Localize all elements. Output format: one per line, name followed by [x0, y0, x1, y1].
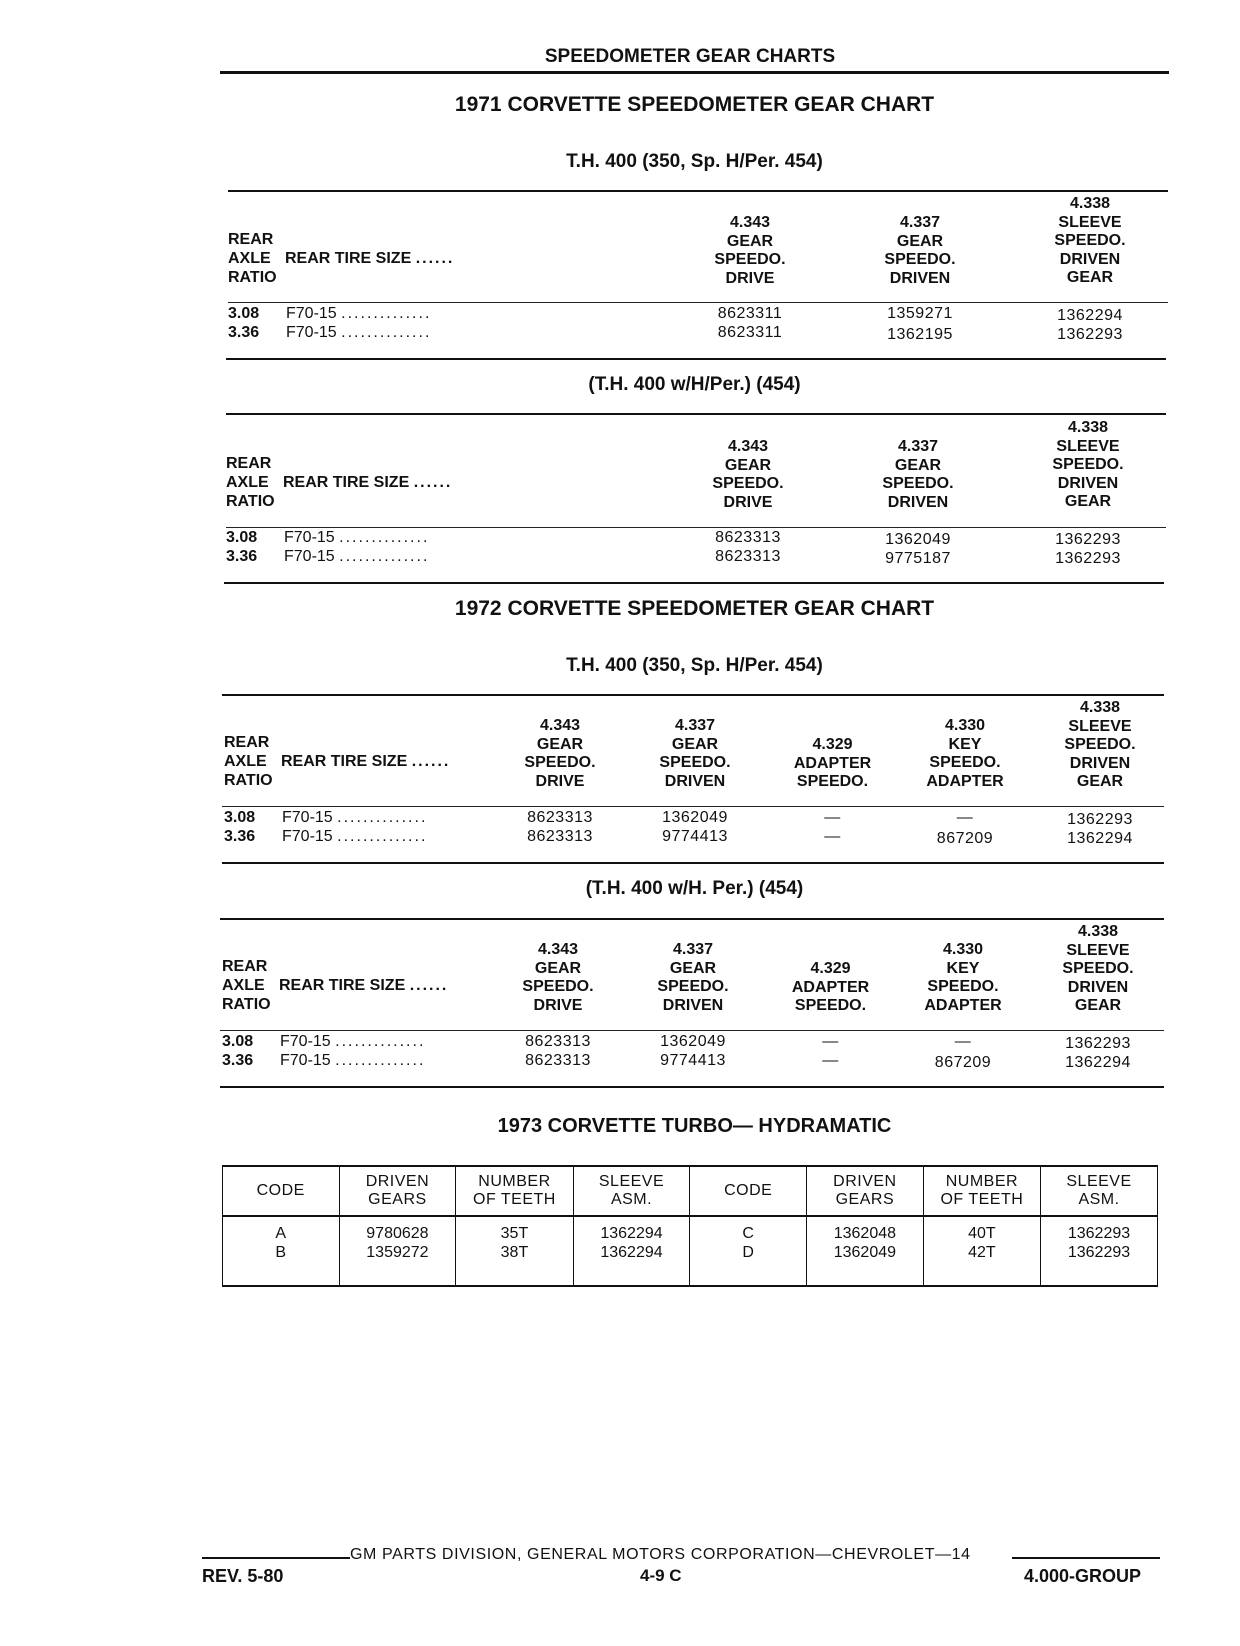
t1971b-r2-v3: 1362293: [1055, 550, 1121, 567]
hydramatic-table: [222, 1165, 1158, 1287]
t1972a-r1-tire: F70-15 ..............: [282, 809, 428, 826]
hyd-col-teeth-1: NUMBER OF TEETH: [456, 1166, 573, 1216]
t1971a-r2-ratio: 3.36: [228, 324, 260, 341]
t1972a-r1-v2: 1362049: [662, 809, 728, 826]
t1972a-r1-ratio: 3.08: [224, 809, 256, 826]
t1972b-r1-v4: —: [954, 1033, 972, 1050]
footer-rule-right: [1012, 1557, 1160, 1559]
t1972b-r2-v3: —: [822, 1052, 839, 1069]
hyd-col-teeth-2: NUMBER OF TEETH: [923, 1166, 1040, 1216]
t1972a-ratio: RATIO: [224, 772, 273, 789]
t1972a-col-driven: 4.337 GEAR SPEEDO. DRIVEN: [659, 717, 731, 790]
t1971b-r1-ratio: 3.08: [226, 529, 258, 546]
t1972b-col-sleeve: 4.338 SLEEVE SPEEDO. DRIVEN GEAR: [1062, 923, 1134, 1014]
t1971a-bottom-rule: [226, 358, 1166, 360]
t1971b-axle: AXLE: [226, 474, 269, 491]
chart-1973-title: 1973 CORVETTE TURBO— HYDRAMATIC: [497, 1115, 892, 1137]
t1972a-rear: REAR: [224, 734, 270, 751]
t1971a-ratio: RATIO: [228, 269, 277, 286]
t1971b-r1-v1: 8623313: [715, 529, 781, 546]
t1972a-col-key: 4.330 KEY SPEEDO. ADAPTER: [926, 717, 1004, 790]
t1971b-r1-v2: 1362049: [885, 531, 951, 548]
t1972b-bottom-rule: [220, 1086, 1164, 1088]
chart-1972-title: 1972 CORVETTE SPEEDOMETER GEAR CHART: [454, 597, 935, 620]
page-header: SPEEDOMETER GEAR CHARTS: [544, 46, 836, 67]
t1971a-col-drive: 4.343 GEAR SPEEDO. DRIVE: [714, 214, 786, 287]
t1972b-tire-header: REAR TIRE SIZE ......: [279, 977, 449, 994]
t1972b-col-drive: 4.343 GEAR SPEEDO. DRIVE: [522, 941, 594, 1014]
t1971b-r2-tire: F70-15 ..............: [284, 548, 430, 565]
t1972a-r1-v4: —: [956, 809, 974, 826]
hyd-cell-driven-2: 1362048 1362049: [806, 1216, 923, 1286]
t1971b-col-driven: 4.337 GEAR SPEEDO. DRIVEN: [882, 438, 954, 511]
t1972a-col-drive: 4.343 GEAR SPEEDO. DRIVE: [524, 717, 596, 790]
t1972b-r1-v1: 8623313: [525, 1033, 591, 1050]
t1972b-r1-v2: 1362049: [660, 1033, 726, 1050]
chart-1971-title: 1971 CORVETTE SPEEDOMETER GEAR CHART: [454, 93, 935, 116]
footer-page-number: 4-9 C: [640, 1566, 682, 1585]
hyd-col-code-2: CODE: [690, 1166, 807, 1216]
t1971b-r1-tire: F70-15 ..............: [284, 529, 430, 546]
t1971b-rear: REAR: [226, 455, 272, 472]
t1971a-rear: REAR: [228, 231, 274, 248]
t1971b-r2-v1: 8623313: [715, 548, 781, 565]
t1971a-r1-v1: 8623311: [717, 305, 783, 322]
t1971a-mid-rule: [228, 302, 1168, 303]
header-rule: [220, 71, 1169, 74]
t1972b-r2-v4: 867209: [934, 1054, 992, 1071]
hyd-col-driven-1: DRIVEN GEARS: [339, 1166, 456, 1216]
t1972a-r1-v3: —: [824, 809, 841, 826]
t1972a-r2-v2: 9774413: [662, 828, 728, 845]
t1971b-top-rule: [226, 413, 1166, 415]
t1972b-col-adapter: 4.329 ADAPTER SPEEDO.: [791, 960, 870, 1014]
t1971a-r1-tire: F70-15 ..............: [286, 305, 432, 322]
t1972a-top-rule: [222, 694, 1164, 696]
t1971a-r2-v2: 1362195: [887, 326, 953, 343]
t1972a-r1-v1: 8623313: [527, 809, 593, 826]
t1971a-r2-v3: 1362293: [1057, 326, 1123, 343]
t1972a-tire-header: REAR TIRE SIZE ......: [281, 753, 451, 770]
t1971a-top-rule: [228, 190, 1168, 192]
hyd-cell-sleeve-1: 1362294 1362294: [573, 1216, 690, 1286]
t1972b-rear: REAR: [222, 958, 268, 975]
t1972b-ratio: RATIO: [222, 996, 271, 1013]
t1971a-r1-v2: 1359271: [887, 305, 953, 322]
t1972b-r2-v1: 8623313: [525, 1052, 591, 1069]
t1971b-r2-ratio: 3.36: [226, 548, 258, 565]
hyd-col-code-1: CODE: [223, 1166, 340, 1216]
t1972a-bottom-rule: [222, 862, 1164, 864]
footer-group: 4.000-GROUP: [1024, 1566, 1142, 1586]
t1972b-col-driven: 4.337 GEAR SPEEDO. DRIVEN: [657, 941, 729, 1014]
t1971b-r2-v2: 9775187: [885, 550, 951, 567]
t1972b-r2-v5: 1362294: [1065, 1054, 1131, 1071]
t1971a-axle: AXLE: [228, 250, 271, 267]
t1972b-top-rule: [220, 918, 1164, 920]
t1971b-col-drive: 4.343 GEAR SPEEDO. DRIVE: [712, 438, 784, 511]
hyd-cell-code-2: C D: [690, 1216, 807, 1286]
t1972a-col-sleeve: 4.338 SLEEVE SPEEDO. DRIVEN GEAR: [1064, 699, 1136, 790]
t1971b-mid-rule: [226, 527, 1166, 528]
hyd-cell-teeth-2: 40T 42T: [923, 1216, 1040, 1286]
t1972a-r2-ratio: 3.36: [224, 828, 256, 845]
t1972b-subtitle: (T.H. 400 w/H. Per.) (454): [585, 878, 804, 899]
hyd-cell-driven-1: 9780628 1359272: [339, 1216, 456, 1286]
hyd-cell-sleeve-2: 1362293 1362293: [1041, 1216, 1158, 1286]
t1971a-r2-tire: F70-15 ..............: [286, 324, 432, 341]
t1972a-r2-v3: —: [824, 828, 841, 845]
t1972b-r1-tire: F70-15 ..............: [280, 1033, 426, 1050]
hyd-col-sleeve-1: SLEEVE ASM.: [573, 1166, 690, 1216]
table-row: [223, 1216, 1158, 1286]
hyd-col-sleeve-2: SLEEVE ASM.: [1041, 1166, 1158, 1216]
t1972b-r1-ratio: 3.08: [222, 1033, 254, 1050]
hyd-cell-code-1: A B: [223, 1216, 340, 1286]
t1972b-r1-v5: 1362293: [1065, 1035, 1131, 1052]
t1971a-r2-v1: 8623311: [717, 324, 783, 341]
t1971a-tire-header: REAR TIRE SIZE ......: [285, 250, 455, 267]
t1971b-tire-header: REAR TIRE SIZE ......: [283, 474, 453, 491]
footer-rev: REV. 5-80: [202, 1566, 284, 1586]
t1971a-r1-v3: 1362294: [1057, 307, 1123, 324]
t1972a-r2-v4: 867209: [936, 830, 994, 847]
footer-rule-left: [202, 1557, 350, 1559]
t1972b-r2-v2: 9774413: [660, 1052, 726, 1069]
t1971a-col-driven: 4.337 GEAR SPEEDO. DRIVEN: [884, 214, 956, 287]
t1971a-subtitle: T.H. 400 (350, Sp. H/Per. 454): [566, 151, 823, 172]
t1972b-axle: AXLE: [222, 977, 265, 994]
t1972a-r1-v5: 1362293: [1067, 811, 1133, 828]
footer-division: GM PARTS DIVISION, GENERAL MOTORS CORPORATION—CHEVROLET—14: [350, 1546, 971, 1563]
t1971a-col-sleeve: 4.338 SLEEVE SPEEDO. DRIVEN GEAR: [1054, 195, 1126, 286]
t1972a-r2-v5: 1362294: [1067, 830, 1133, 847]
t1971b-col-sleeve: 4.338 SLEEVE SPEEDO. DRIVEN GEAR: [1052, 419, 1124, 510]
t1972a-r2-v1: 8623313: [527, 828, 593, 845]
t1971a-r1-ratio: 3.08: [228, 305, 260, 322]
t1972a-col-adapter: 4.329 ADAPTER SPEEDO.: [793, 736, 872, 790]
hyd-cell-teeth-1: 35T 38T: [456, 1216, 573, 1286]
t1972b-mid-rule: [220, 1030, 1164, 1031]
t1972a-mid-rule: [222, 806, 1164, 807]
t1971b-ratio: RATIO: [226, 493, 275, 510]
t1971b-r1-v3: 1362293: [1055, 531, 1121, 548]
t1972b-col-key: 4.330 KEY SPEEDO. ADAPTER: [924, 941, 1002, 1014]
t1971b-subtitle: (T.H. 400 w/H/Per.) (454): [588, 374, 801, 395]
hyd-col-driven-2: DRIVEN GEARS: [806, 1166, 923, 1216]
t1972a-subtitle: T.H. 400 (350, Sp. H/Per. 454): [566, 655, 823, 676]
t1972a-r2-tire: F70-15 ..............: [282, 828, 428, 845]
t1972b-r2-ratio: 3.36: [222, 1052, 254, 1069]
t1971b-bottom-rule: [224, 582, 1164, 584]
t1972b-r2-tire: F70-15 ..............: [280, 1052, 426, 1069]
t1972a-axle: AXLE: [224, 753, 267, 770]
t1972b-r1-v3: —: [822, 1033, 839, 1050]
